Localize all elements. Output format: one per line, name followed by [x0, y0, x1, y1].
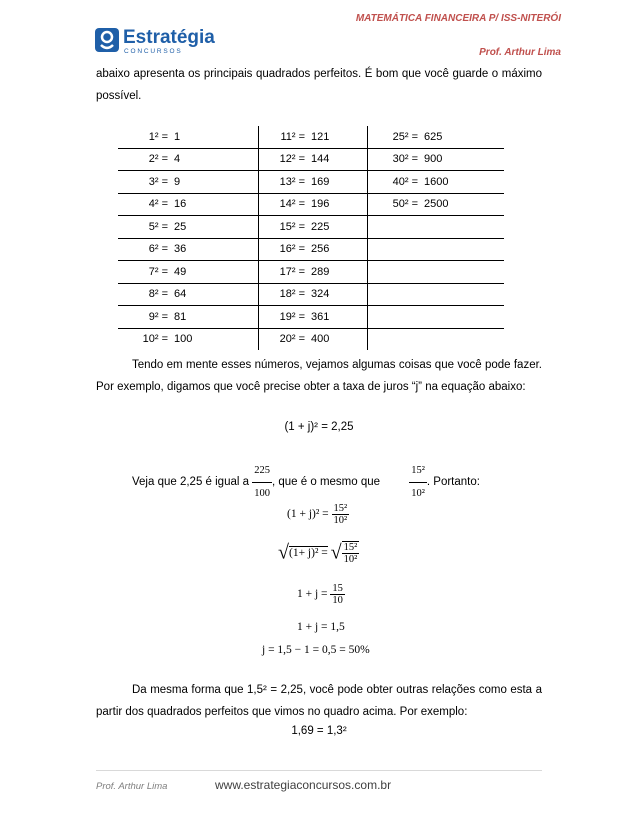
table-cell-value: 400	[311, 328, 368, 350]
fraction-225-100: $\frac{225}{100}$	[252, 460, 272, 504]
paragraph-2	[96, 355, 542, 398]
table-cell-label: 10² =	[142, 333, 168, 346]
equation-step-1: (1 + j)² = $\frac{\text{15²}}{\text{10²}}$	[287, 503, 348, 526]
table-row	[118, 238, 504, 261]
table-cell-value	[424, 306, 504, 329]
table-cell-label: 25² =	[392, 130, 418, 143]
table-cell-label	[368, 216, 425, 239]
table-cell-value: 4	[174, 148, 259, 171]
fraction-15sq-10sq: $\frac{\text{15²}}{\text{10²}}$	[409, 460, 427, 504]
table-cell-label: 3² =	[148, 175, 168, 188]
table-row	[118, 328, 504, 350]
table-cell-value: 49	[174, 261, 259, 284]
table-cell-label: 1² =	[148, 130, 168, 143]
table-cell-label: 7² =	[148, 265, 168, 278]
table-cell-label: 40² =	[392, 175, 418, 188]
table-cell-label: 18² =	[279, 288, 305, 301]
header-author: Prof. Arthur Lima	[479, 47, 561, 58]
table-row	[118, 171, 504, 194]
logo-sub: C O N C U R S O S	[124, 48, 181, 55]
equation-step-2: √(1+ j)² = √ $\frac{\text{15²}}{\text{10²}}$	[278, 541, 358, 565]
intro-paragraph: abaixo apresenta os principais quadrados perfeitos. É bom que você guarde o máximo possível.	[96, 68, 542, 102]
table-cell-value	[424, 238, 504, 261]
table-cell-value: 1	[174, 126, 259, 148]
table-cell-label: 8² =	[148, 288, 168, 301]
p3-middle: , que é o mesmo que	[271, 476, 381, 489]
table-cell-value: 625	[424, 130, 443, 143]
table-cell-label: 13² =	[279, 175, 305, 188]
table-cell-label: 5² =	[148, 220, 168, 233]
table-cell-value: 289	[311, 261, 368, 284]
table-cell-label: 11² =	[280, 130, 305, 143]
paragraph-4-text: Da mesma forma que 1,5² = 2,25, você pode obter outras relações como esta a partir dos quadrados perfeitos que vimos no quadro acima. Por exemplo:	[96, 684, 542, 718]
table-row	[118, 216, 504, 239]
table-cell-label: 6² =	[148, 243, 168, 256]
table-cell-value: 9	[174, 171, 259, 194]
table-cell-label: 30² =	[392, 153, 418, 166]
table-cell-value: 121	[311, 126, 368, 148]
table-cell-value: 100	[174, 328, 259, 350]
table-cell-value: 16	[174, 193, 259, 216]
sqrt-icon: √	[278, 541, 289, 564]
table-cell-label: 50² =	[392, 198, 418, 211]
table-cell-value: 64	[174, 283, 259, 306]
table-cell-label	[368, 283, 425, 306]
sqrt-icon: √	[330, 541, 342, 564]
table-cell-value: 361	[311, 306, 368, 329]
equation-step-3: 1 + j = $\frac{15}{10}$	[297, 583, 343, 606]
table-cell-label: 20² =	[279, 333, 305, 346]
table-cell-label: 17² =	[279, 265, 305, 278]
table-cell-label	[368, 238, 425, 261]
logo-text: Estratégia	[123, 27, 215, 48]
table-cell-value: 1600	[424, 175, 449, 188]
table-cell-value	[424, 283, 504, 306]
table-cell-value: 25	[174, 216, 259, 239]
table-cell-label: 19² =	[279, 310, 305, 323]
table-cell-label	[368, 328, 425, 350]
table-row	[118, 193, 504, 216]
table-cell-value: 900	[424, 153, 443, 166]
table-cell-label: 2² =	[148, 153, 168, 166]
table-row	[118, 126, 504, 148]
table-cell-label: 9² =	[148, 310, 168, 323]
table-cell-value: 256	[311, 238, 368, 261]
table-cell-value: 196	[311, 193, 368, 216]
paragraph-2-text: Tendo em mente esses números, vejamos algumas coisas que você pode fazer. Por exemplo, digamos que você precise obter a taxa de juros “j” na equação abaixo:	[96, 359, 542, 393]
brand-logo	[95, 24, 230, 56]
table-cell-label: 12² =	[279, 153, 305, 166]
table-cell-value: 2500	[424, 198, 449, 211]
table-cell-value: 144	[311, 148, 368, 171]
p3-before: Veja que 2,25 é igual a	[132, 476, 250, 489]
squares-table	[118, 126, 504, 350]
footer-author: Prof. Arthur Lima	[96, 781, 168, 792]
table-cell-value	[424, 328, 504, 350]
table-cell-value: 36	[174, 238, 259, 261]
table-cell-label: 14² =	[279, 198, 305, 211]
paragraph-3	[96, 460, 542, 504]
table-cell-value	[424, 216, 504, 239]
footer-divider	[96, 770, 542, 771]
table-row	[118, 306, 504, 329]
table-cell-value: 324	[311, 283, 368, 306]
p3-after: . Portanto:	[426, 476, 480, 489]
table-cell-label	[368, 261, 425, 284]
paragraph-4	[96, 680, 542, 723]
table-cell-value: 225	[311, 216, 368, 239]
course-title: MATEMÁTICA FINANCEIRA P/ ISS-NITERÓI	[355, 13, 561, 24]
equation-step-4: 1 + j = 1,5	[297, 621, 345, 633]
table-row	[118, 148, 504, 171]
table-row	[118, 261, 504, 284]
table-cell-label: 4² =	[148, 198, 168, 211]
equation-step-5: j = 1,5 − 1 = 0,5 = 50%	[262, 644, 370, 656]
table-cell-label	[368, 306, 425, 329]
equation-last: 1,69 = 1,3²	[291, 725, 347, 737]
table-cell-label: 16² =	[279, 243, 305, 256]
table-cell-value: 169	[311, 171, 368, 194]
table-row	[118, 283, 504, 306]
footer-url[interactable]: www.estrategiaconcursos.com.br	[215, 778, 392, 792]
table-cell-value	[424, 261, 504, 284]
table-cell-value: 81	[174, 306, 259, 329]
table-cell-label: 15² =	[279, 220, 305, 233]
equation-main: (1 + j)² = 2,25	[284, 421, 354, 433]
